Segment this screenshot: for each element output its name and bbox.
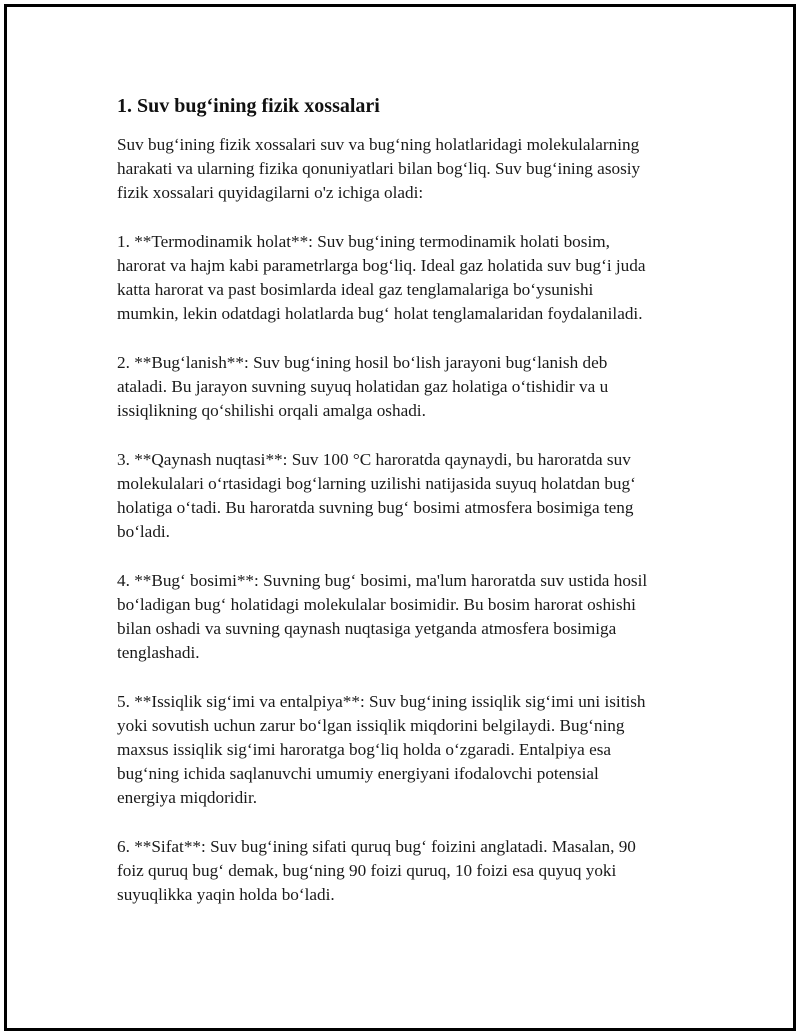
item-paragraph-issiqlik-sigimi: [117, 690, 687, 811]
text-line: issiqlikning qo‘shilishi orqali amalga oshadi.: [117, 401, 426, 421]
text-line: yoki sovutish uchun zarur bo‘lgan issiqlik miqdorini belgilaydi. Bug‘ning: [117, 715, 625, 735]
text-line: 6. **Sifat**: Suv bug‘ining sifati quruq bug‘ foizini anglatadi. Masalan, 90: [117, 836, 636, 856]
text-line: holatiga o‘tadi. Bu haroratda suvning bug‘ bosimi atmosfera bosimiga teng: [117, 498, 634, 517]
item-paragraph-qaynash-nuqtasi: [117, 448, 687, 545]
section-heading: 1. Suv bug‘ining fizik xossalari: [117, 95, 380, 117]
text-line: harakati va ularning fizika qonuniyatlari bilan bog‘liq. Suv bug‘ining asosiy: [117, 159, 641, 179]
text-line: molekulalari o‘rtasidagi bog‘larning uzilishi natijasida suyuq holatdan bug‘: [117, 473, 636, 493]
text-line: energiya miqdoridir.: [117, 788, 258, 808]
item-paragraph-buglanish: [117, 351, 687, 424]
text-line: katta harorat va past bosimlarda ideal gaz tenglamalariga bo‘ysunishi: [117, 280, 594, 300]
text-line: 5. **Issiqlik sig‘imi va entalpiya**: Suv bug‘ining issiqlik sig‘imi uni isitish: [117, 691, 646, 711]
text-line: tenglashadi.: [117, 643, 200, 663]
item-paragraph-termodinamik-holat: [117, 230, 687, 327]
text-line: harorat va hajm kabi parametrlarga bog‘liq. Ideal gaz holatida suv bug‘i juda: [117, 256, 646, 275]
text-line: Suv bug‘ining fizik xossalari suv va bug‘ning holatlaridagi molekulalarning: [117, 135, 640, 154]
text-line: bilan oshadi va suvning qaynash nuqtasiga yetganda atmosfera bosimiga: [117, 619, 617, 638]
text-line: bug‘ning ichida saqlanuvchi umumiy energiyani ifodalovchi potensial: [117, 764, 599, 784]
text-line: maxsus issiqlik sig‘imi haroratga bog‘liq holda o‘zgaradi. Entalpiya esa: [117, 740, 612, 759]
text-line: 4. **Bug‘ bosimi**: Suvning bug‘ bosimi, ma'lum haroratda suv ustida hosil: [117, 570, 648, 590]
text-line: 3. **Qaynash nuqtasi**: Suv 100 °C haroratda qaynaydi, bu haroratda suv: [117, 449, 631, 469]
item-paragraph-bug-bosimi: [117, 569, 687, 666]
text-line: bo‘ladigan bug‘ holatidagi molekulalar bosimidir. Bu bosim harorat oshishi: [117, 594, 636, 614]
text-line: suyuqlikka yaqin holda bo‘ladi.: [117, 885, 335, 905]
item-paragraph-sifat: [117, 835, 687, 908]
document-body: [117, 93, 687, 932]
text-line: bo‘ladi.: [117, 522, 170, 542]
text-line: 2. **Bug‘lanish**: Suv bug‘ining hosil bo‘lish jarayoni bug‘lanish deb: [117, 352, 608, 372]
text-line: fizik xossalari quyidagilarni o'z ichiga oladi:: [117, 183, 424, 203]
text-line: ataladi. Bu jarayon suvning suyuq holatidan gaz holatiga o‘tishidir va u: [117, 377, 609, 396]
text-line: foiz quruq bug‘ demak, bug‘ning 90 foizi quruq, 10 foizi esa quyuq yoki: [117, 861, 617, 880]
intro-paragraph: [117, 133, 687, 206]
text-line: 1. **Termodinamik holat**: Suv bug‘ining termodinamik holati bosim,: [117, 231, 610, 251]
text-line: mumkin, lekin odatdagi holatlarda bug‘ holat tenglamalaridan foydalaniladi.: [117, 304, 643, 324]
